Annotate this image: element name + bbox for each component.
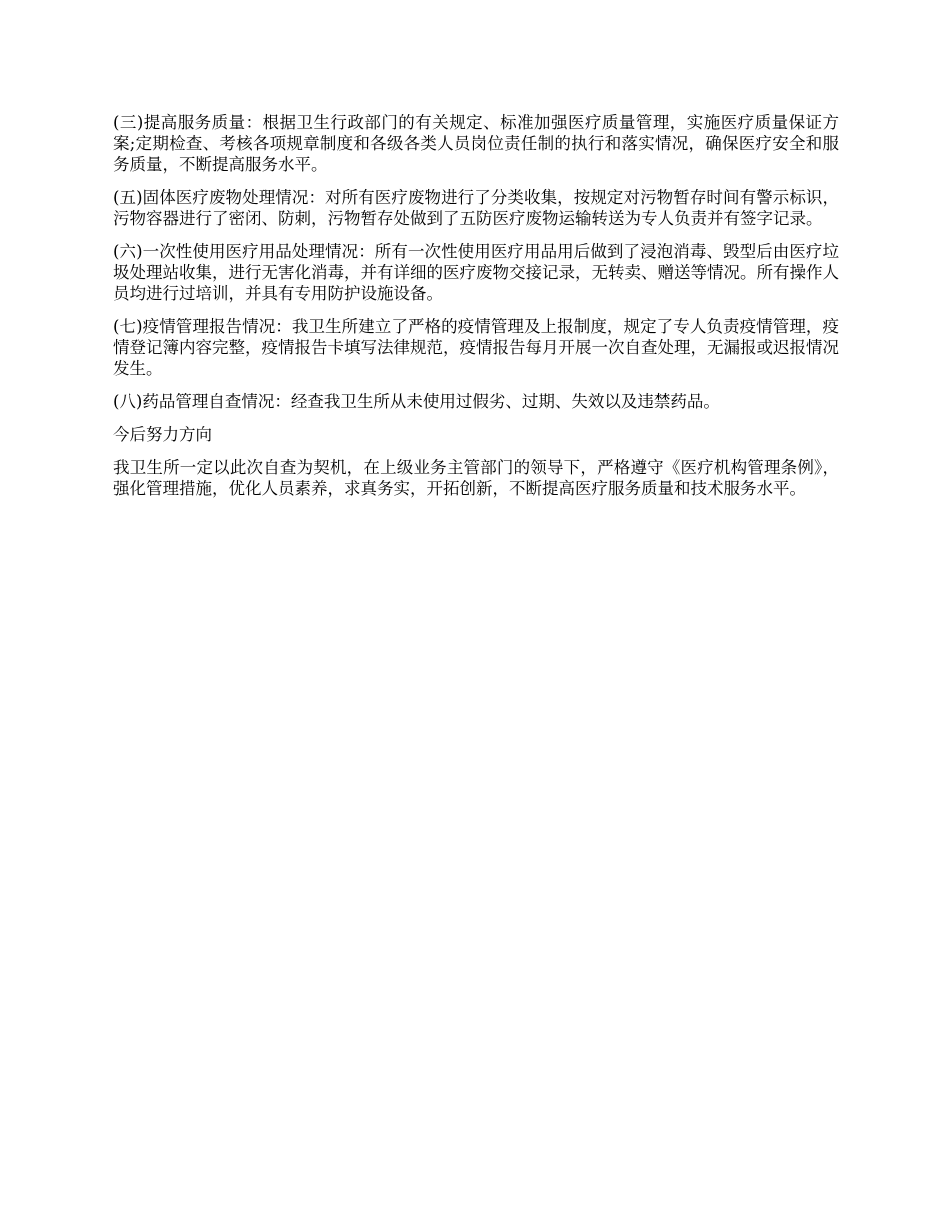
paragraph-disposable-supplies: (六)一次性使用医疗用品处理情况：所有一次性使用医疗用品用后做到了浸泡消毒、毁型后由医疗垃圾处理站收集，进行无害化消毒，并有详细的医疗废物交接记录，无转卖、赠送等情况。所有操作人员均进行过培训，并具有专用防护设施设备。: [113, 242, 839, 303]
paragraph-solid-waste: (五)固体医疗废物处理情况：对所有医疗废物进行了分类收集，按规定对污物暂存时间有警示标识，污物容器进行了密闭、防刺，污物暂存处做到了五防医疗废物运输转送为专人负责并有签字记录。: [113, 188, 839, 228]
document-body: [113, 112, 839, 511]
paragraph-drug-management: (八)药品管理自查情况：经查我卫生所从未使用过假劣、过期、失效以及违禁药品。: [113, 392, 720, 411]
paragraph-epidemic-report: (七)疫情管理报告情况：我卫生所建立了严格的疫情管理及上报制度，规定了专人负责疫情管理，疫情登记簿内容完整，疫情报告卡填写法律规范，疫情报告每月开展一次自查处理，无漏报或迟报情况发生。: [113, 317, 839, 378]
paragraph-service-quality: (三)提高服务质量：根据卫生行政部门的有关规定、标准加强医疗质量管理，实施医疗质量保证方案;定期检查、考核各项规章制度和各级各类人员岗位责任制的执行和落实情况，确保医疗安全和服务质量，不断提高服务水平。: [113, 113, 839, 174]
paragraph-conclusion: 我卫生所一定以此次自查为契机，在上级业务主管部门的领导下，严格遵守《医疗机构管理条例》，强化管理措施，优化人员素养，求真务实，开拓创新，不断提高医疗服务质量和技术服务水平。: [113, 458, 839, 498]
section-heading-future-direction: 今后努力方向: [113, 425, 212, 444]
